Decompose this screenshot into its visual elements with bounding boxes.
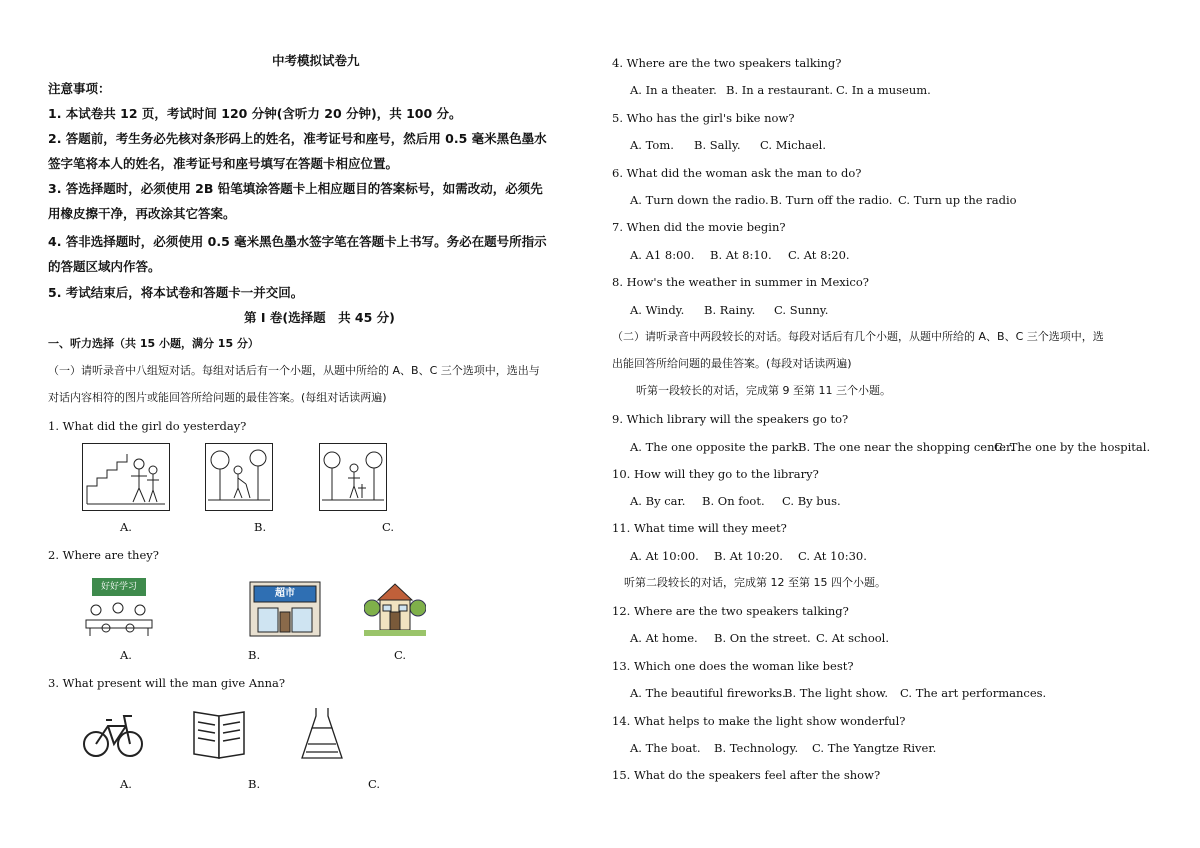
question-15: 15. What do the speakers feel after the show? (612, 768, 881, 782)
notice-line: 5. 考试结束后，将本试卷和答题卡一并交回。 (48, 285, 304, 300)
q1-picture-c (319, 443, 387, 511)
q11-option-c: C. At 10:30. (798, 549, 867, 563)
q7-option-b: B. At 8:10. (710, 248, 772, 262)
question-4: 4. Where are the two speakers talking? (612, 56, 842, 70)
q10-option-c: C. By bus. (782, 494, 841, 508)
q3-picture-b (190, 704, 248, 762)
option-label: C. (394, 648, 407, 662)
q11-option-a: A. At 10:00. (630, 549, 699, 563)
q4-option-b: B. In a restaurant. (726, 83, 834, 97)
question-3: 3. What present will the man give Anna? (48, 676, 286, 690)
q3-picture-c (298, 706, 346, 762)
q9-option-c: C. The one by the hospital. (994, 440, 1151, 454)
q12-option-b: B. On the street. (714, 631, 811, 645)
q14-option-c: C. The Yangtze River. (812, 741, 937, 755)
q8-option-b: B. Rainy. (704, 303, 756, 317)
section-instruction: 对话内容相符的图片或能回答所给问题的最佳答案。(每组对话读两遍) (48, 391, 387, 404)
option-label: C. (382, 520, 395, 534)
notice-line: 1. 本试卷共 12 页，考试时间 120 分钟(含听力 20 分钟)，共 100 分。 (48, 106, 462, 121)
classroom-board: 好好学习 (92, 578, 146, 596)
option-label: C. (368, 777, 381, 791)
q8-option-c: C. Sunny. (774, 303, 829, 317)
part-title: 第 I 卷(选择题 共 45 分) (244, 310, 395, 325)
q5-option-b: B. Sally. (694, 138, 741, 152)
q8-option-a: A. Windy. (630, 303, 685, 317)
q3-picture-a (82, 704, 144, 762)
option-label: B. (254, 520, 267, 534)
q6-option-c: C. Turn up the radio (898, 193, 1017, 207)
notice-heading: 注意事项： (48, 81, 111, 96)
section-heading: 一、听力选择（共 15 小题，满分 15 分） (48, 337, 259, 350)
question-8: 8. How's the weather in summer in Mexico? (612, 275, 869, 289)
notice-line: 2. 答题前，考生务必先核对条形码上的姓名，准考证号和座号，然后用 0.5 毫米黑色墨水 (48, 131, 547, 146)
q13-option-a: A. The beautiful fireworks. (630, 686, 786, 700)
question-1: 1. What did the girl do yesterday? (48, 419, 247, 433)
q14-option-a: A. The boat. (630, 741, 701, 755)
supermarket-sign: 超市 (275, 588, 295, 599)
question-7: 7. When did the movie begin? (612, 220, 786, 234)
q13-option-b: B. The light show. (784, 686, 889, 700)
notice-line: 3. 答选择题时，必须使用 2B 铅笔填涂答题卡上相应题目的答案标号，如需改动，必须先 (48, 181, 543, 196)
section-instruction: 出能回答所给问题的最佳答案。(每段对话读两遍) (612, 357, 852, 370)
question-13: 13. Which one does the woman like best? (612, 659, 854, 673)
question-9: 9. Which library will the speakers go to? (612, 412, 849, 426)
question-6: 6. What did the woman ask the man to do? (612, 166, 862, 180)
q5-option-c: C. Michael. (760, 138, 826, 152)
q9-option-a: A. The one opposite the park. (630, 440, 803, 454)
question-10: 10. How will they go to the library? (612, 467, 819, 481)
section-subinstruction: 听第一段较长的对话，完成第 9 至第 11 三个小题。 (636, 384, 891, 397)
option-label: A. (120, 777, 132, 791)
q10-option-a: A. By car. (630, 494, 686, 508)
q5-option-a: A. Tom. (630, 138, 674, 152)
option-label: A. (120, 648, 132, 662)
section-instruction: （二）请听录音中两段较长的对话。每段对话后有几个小题，从题中所给的 A、B、C 三个选项中，选 (612, 330, 1104, 343)
q6-option-b: B. Turn off the radio. (770, 193, 893, 207)
q2-picture-b (248, 576, 322, 638)
question-14: 14. What helps to make the light show wonderful? (612, 714, 906, 728)
exam-title: 中考模拟试卷九 (272, 53, 360, 68)
q11-option-b: B. At 10:20. (714, 549, 783, 563)
question-11: 11. What time will they meet? (612, 521, 787, 535)
q7-option-a: A. A1 8:00. (630, 248, 695, 262)
q2-picture-a (84, 574, 154, 638)
question-2: 2. Where are they? (48, 548, 159, 562)
q6-option-a: A. Turn down the radio. (630, 193, 769, 207)
q1-picture-b (205, 443, 273, 511)
q14-option-b: B. Technology. (714, 741, 799, 755)
question-5: 5. Who has the girl's bike now? (612, 111, 795, 125)
section-instruction: （一）请听录音中八组短对话。每组对话后有一个小题，从题中所给的 A、B、C 三个选项中，选出与 (48, 364, 540, 377)
option-label: B. (248, 648, 261, 662)
q1-picture-a (82, 443, 170, 511)
q13-option-c: C. The art performances. (900, 686, 1047, 700)
notice-line: 的答题区域内作答。 (48, 259, 161, 274)
q4-option-c: C. In a museum. (836, 83, 931, 97)
q7-option-c: C. At 8:20. (788, 248, 850, 262)
notice-line: 签字笔将本人的姓名，准考证号和座号填写在答题卡相应位置。 (48, 156, 399, 171)
notice-line: 4. 答非选择题时，必须使用 0.5 毫米黑色墨水签字笔在答题卡上书写。务必在题号所指示 (48, 234, 547, 249)
q2-picture-c (364, 578, 426, 638)
option-label: A. (120, 520, 132, 534)
notice-line: 用橡皮擦干净，再改涂其它答案。 (48, 206, 236, 221)
q10-option-b: B. On foot. (702, 494, 765, 508)
q12-option-a: A. At home. (630, 631, 698, 645)
q12-option-c: C. At school. (816, 631, 890, 645)
option-label: B. (248, 777, 261, 791)
question-12: 12. Where are the two speakers talking? (612, 604, 849, 618)
section-subinstruction: 听第二段较长的对话，完成第 12 至第 15 四个小题。 (624, 576, 886, 589)
q9-option-b: B. The one near the shopping center. (798, 440, 1014, 454)
q4-option-a: A. In a theater. (630, 83, 717, 97)
